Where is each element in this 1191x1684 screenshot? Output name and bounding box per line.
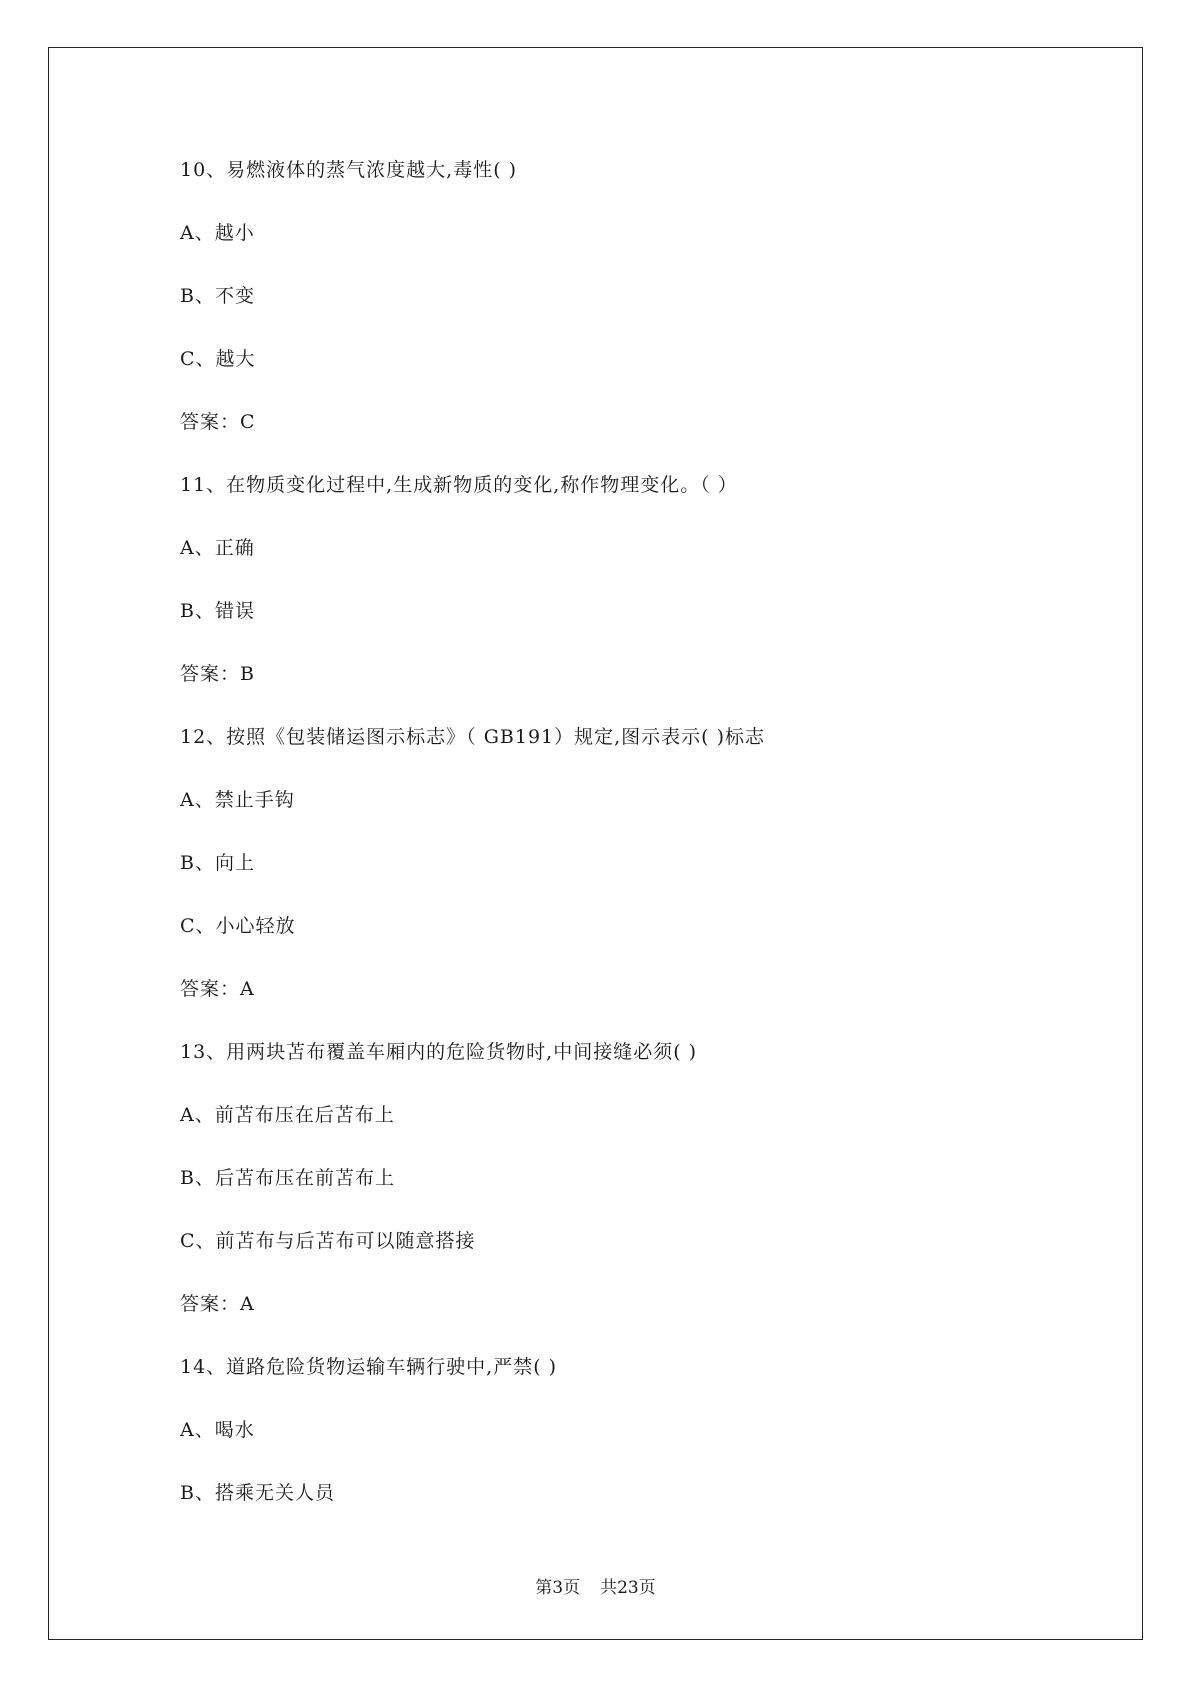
option-b: B、搭乘无关人员: [180, 1482, 335, 1504]
option-a: A、越小: [180, 222, 255, 244]
answer: 答案：B: [180, 663, 255, 685]
option-c: C、小心轻放: [180, 915, 296, 937]
option-a: A、前苫布压在后苫布上: [180, 1104, 395, 1126]
option-b: B、后苫布压在前苫布上: [180, 1167, 395, 1189]
page-number: 第3页: [535, 1578, 581, 1598]
answer: 答案：A: [180, 978, 255, 1000]
option-c: C、前苫布与后苫布可以随意搭接: [180, 1230, 476, 1252]
page-footer: [0, 1573, 1191, 1598]
option-b: B、不变: [180, 285, 255, 307]
question-11: 11、在物质变化过程中,生成新物质的变化,称作物理变化。（ ）: [180, 474, 738, 496]
option-b: B、错误: [180, 600, 255, 622]
option-a: A、喝水: [180, 1419, 255, 1441]
option-a: A、禁止手钩: [180, 789, 295, 811]
question-14: 14、道路危险货物运输车辆行驶中,严禁( ): [180, 1356, 558, 1378]
question-12: 12、按照《包装储运图示标志》（ GB191）规定,图示表示( )标志: [180, 726, 766, 748]
question-10: 10、易燃液体的蒸气浓度越大,毒性( ): [180, 159, 518, 181]
question-13: 13、用两块苫布覆盖车厢内的危险货物时,中间接缝必须( ): [180, 1041, 698, 1063]
option-a: A、正确: [180, 537, 255, 559]
option-b: B、向上: [180, 852, 255, 874]
option-c: C、越大: [180, 348, 256, 370]
document-body: [180, 158, 1080, 1544]
answer: 答案：C: [180, 411, 256, 433]
answer: 答案：A: [180, 1293, 255, 1315]
page-total: 共23页: [600, 1578, 656, 1598]
